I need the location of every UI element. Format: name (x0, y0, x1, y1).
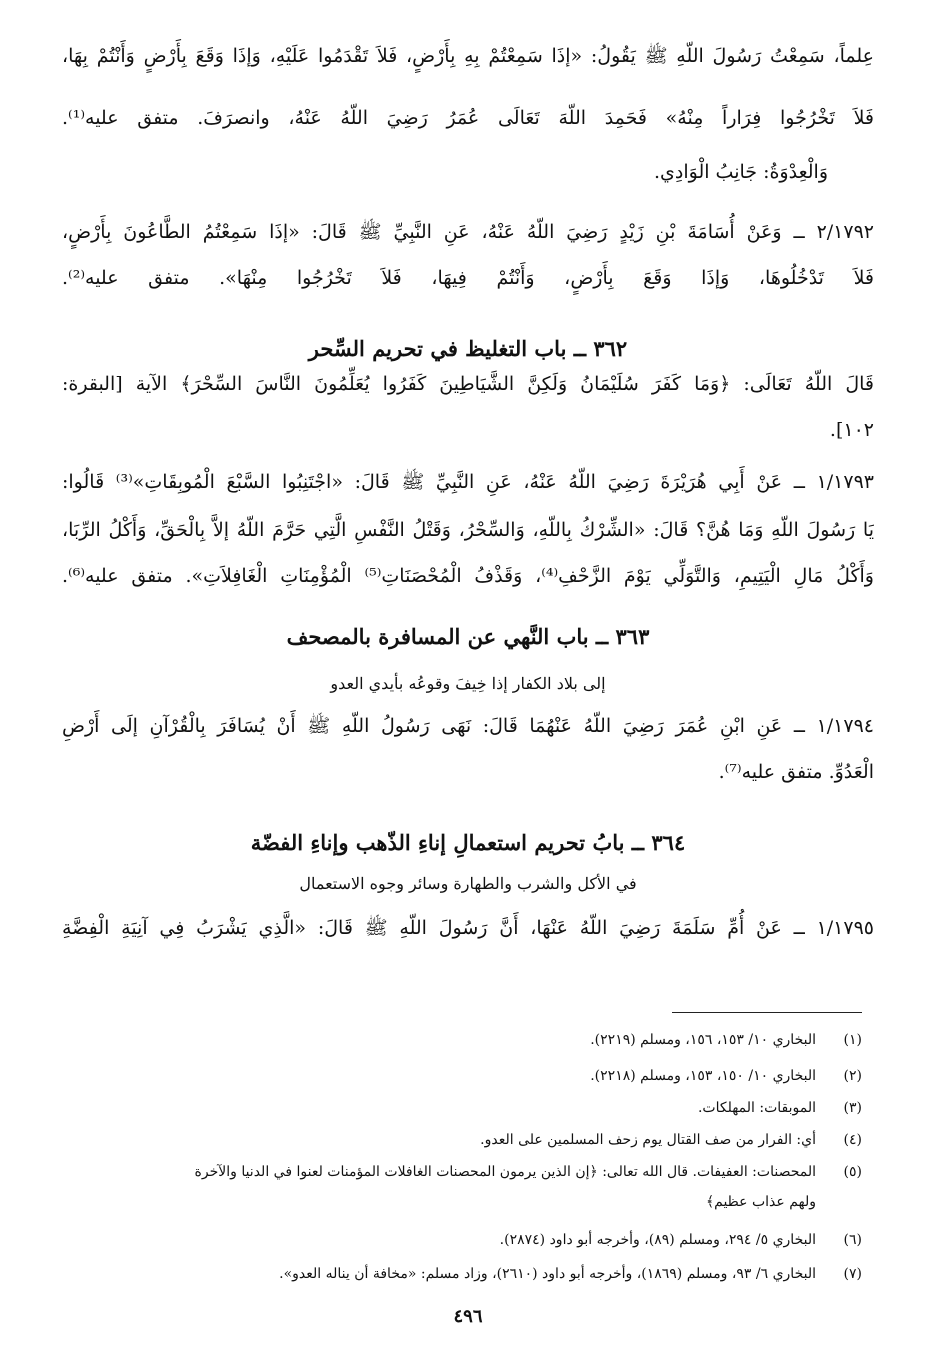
text-line: يَا رَسُولَ اللّهِ وَمَا هُنَّ؟ قَالَ: «الشِّرْكُ بِاللّهِ، وَالسِّحْرُ، وَقَتْلُ النَّفْسِ الَّتِي حَرَّمَ اللّهُ إلاَّ بِالْحَقِّ، وَأَكْلُ الرِّبَا، (62, 519, 874, 541)
text-line: ١/١٧٩٤ ــ عَنِ ابْنِ عُمَرَ رَضِيَ اللّهُ عَنْهُمَا قَالَ: نَهَى رَسُولُ اللّهِ ﷺ أَنْ يُسَافَرَ بِالْقُرْآنِ إلَى أَرْضِ (62, 715, 874, 737)
footnote-text: المحصنات: العفيفات. قال الله تعالى: ﴿إن الذين يرمون المحصنات الغافلات المؤمنات لعنوا في الدنيا والآخرة (194, 1164, 816, 1180)
footnote (62, 1126, 862, 1154)
footnote-number: (٦) (843, 1232, 862, 1248)
footnote-text: البخاري ٦/ ٩٣، ومسلم (١٨٦٩)، وأخرجه أبو داود (٢٦١٠)، وزاد مسلم: «مخافة أن يناله العدو». (279, 1266, 816, 1282)
chapter-subheading-364: في الأكل والشرب والطهارة وسائر وجوه الاستعمال (299, 874, 637, 893)
footnote (62, 1226, 862, 1254)
text-line: وَالْعِدْوَةُ: جَانِبُ الْوَادِي. (653, 161, 828, 183)
chapter-heading-362: ٣٦٢ ــ باب التغليظ في تحريم السِّحر (308, 336, 628, 361)
footnote-text: أي: الفرار من صف القتال يوم زحف المسلمين على العدو. (480, 1132, 816, 1148)
footnote-continuation (62, 1188, 816, 1216)
page-number: ٤٩٦ (453, 1306, 483, 1327)
text-line: قَالَ اللّهُ تَعَالَى: ﴿وَمَا كَفَرَ سُلَيْمَانُ وَلَكِنَّ الشَّيَاطِينَ كَفَرُوا يُعَلِّمُونَ النَّاسَ السِّحْرَ﴾ الآية [البقرة: (62, 373, 874, 395)
footnote (62, 1260, 862, 1288)
footnote-text: ولهم عذاب عظيم﴾ (705, 1194, 816, 1210)
text-line: فَلاَ تَدْخُلُوهَا، وَإذَا وَقَعَ بِأَرْضٍ، وَأَنْتُمْ فِيهَا، فَلاَ تَخْرُجُوا مِنْهَا». متفق عليه⁽²⁾. (62, 267, 874, 289)
text-line: ١/١٧٩٣ ــ عَنْ أَبِي هُرَيْرَةَ رَضِيَ اللّهُ عَنْهُ، عَنِ النَّبِيِّ ﷺ قَالَ: «اجْتَنِبُوا السَّبْعَ الْمُوبِقَاتِ»⁽³⁾ قَالُوا: (62, 471, 874, 493)
footnote (62, 1026, 862, 1054)
text-line: ١/١٧٩٥ ــ عَنْ أُمِّ سَلَمَةَ رَضِيَ اللّهُ عَنْهَا، أَنَّ رَسُولَ اللّهِ ﷺ قَالَ: «الَّذِي يَشْرَبُ فِي آنِيَةِ الْفِضَّةِ (62, 917, 874, 939)
chapter-heading-363: ٣٦٣ ــ باب النَّهي عن المسافرة بالمصحف (286, 624, 650, 649)
footnote (62, 1062, 862, 1090)
text-line: ٢/١٧٩٢ ــ وَعَنْ أُسَامَةَ بْنِ زَيْدٍ رَضِيَ اللّهُ عَنْهُ، عَنِ النَّبِيِّ ﷺ قَالَ: «إذَا سَمِعْتُمُ الطَّاعُونَ بِأَرْضٍ، (62, 221, 874, 243)
footnote-number: (٧) (843, 1266, 862, 1282)
text-line: وَأَكْلُ مَالِ الْيَتِيمِ، وَالتَّوَلِّي يَوْمَ الزَّحْفِ⁽⁴⁾، وَقَذْفُ الْمُحْصَنَاتِ⁽⁵⁾ الْمُؤْمِنَاتِ الْغَافِلاَتِ». متفق عليه⁽⁶⁾. (62, 565, 874, 587)
chapter-heading-364: ٣٦٤ ــ بابُ تحريم استعمالِ إناءِ الذّهب وإناءِ الفضّة (250, 830, 686, 855)
footnote-separator (672, 1012, 862, 1013)
footnote-number: (٣) (843, 1100, 862, 1116)
text-line: عِلماً، سَمِعْتُ رَسُولَ اللّهِ ﷺ يَقُولُ: «إذَا سَمِعْتُمْ بِهِ بِأَرْضٍ، فَلاَ تَقْدَمُوا عَلَيْهِ، وَإذَا وَقَعَ بِأَرْضٍ وَأَنْتُمْ بِهَا، (62, 45, 874, 67)
text-line: الْعَدُوِّ. متفق عليه⁽⁷⁾. (718, 761, 874, 783)
footnote (62, 1094, 862, 1122)
footnote-text: البخاري ١٠/ ١٥٠، ١٥٣، ومسلم (٢٢١٨). (590, 1068, 816, 1084)
footnote-text: البخاري ٥/ ٢٩٤، ومسلم (٨٩)، وأخرجه أبو داود (٢٨٧٤). (499, 1232, 816, 1248)
footnote-number: (٢) (843, 1068, 862, 1084)
text-line: فَلاَ تَخْرُجُوا فِرَاراً مِنْهُ» فَحَمِدَ اللّهَ تَعَالَى عُمَرُ رَضِيَ اللّهُ عَنْهُ، وانصرَفَ. متفق عليه⁽¹⁾. (62, 107, 874, 129)
footnote-number: (١) (843, 1032, 862, 1048)
footnote-number: (٥) (843, 1164, 862, 1180)
footnote-text: البخاري ١٠/ ١٥٣، ١٥٦، ومسلم (٢٢١٩). (590, 1032, 816, 1048)
chapter-subheading-363: إلى بلاد الكفار إذا خِيفَ وقوعُه بأيدي العدو (330, 674, 606, 693)
footnote (62, 1158, 862, 1186)
footnote-number: (٤) (843, 1132, 862, 1148)
text-line: ١٠٢]. (829, 419, 874, 441)
footnote-text: الموبقات: المهلكات. (697, 1100, 816, 1116)
